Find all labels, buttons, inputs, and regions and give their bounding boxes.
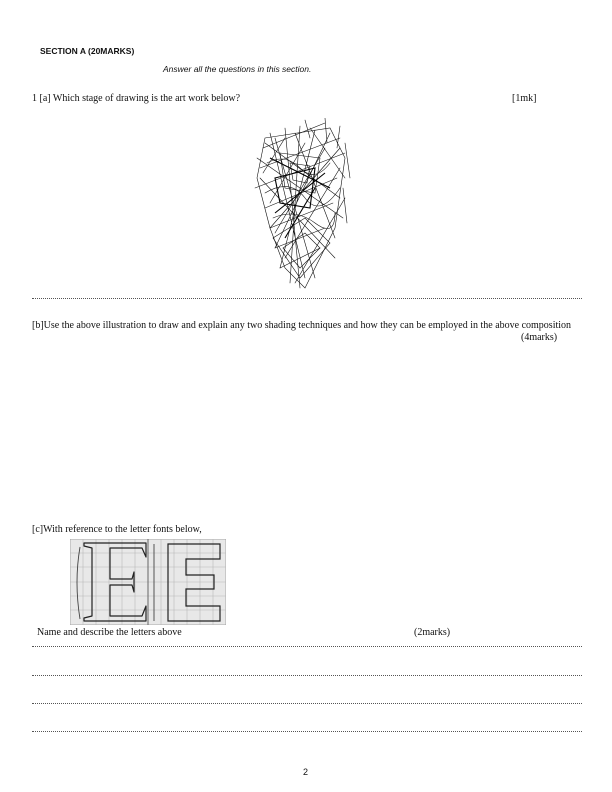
section-title: SECTION A (20MARKS) — [40, 46, 135, 56]
letter-e-fonts-image — [70, 539, 226, 625]
answer-line-1c-3[interactable] — [32, 703, 582, 704]
answer-line-1c-4[interactable] — [32, 731, 582, 732]
question-1b-text: [b]Use the above illustration to draw and explain any two shading techniques and how they can be employed in the above composition — [32, 320, 572, 331]
question-1c-text: [c]With reference to the letter fonts below, — [32, 524, 202, 535]
answer-line-1a[interactable] — [32, 298, 582, 299]
answer-line-1c-2[interactable] — [32, 675, 582, 676]
question-1a-marks: [1mk] — [512, 93, 537, 104]
question-1b-marks: (4marks) — [521, 332, 558, 343]
question-1a-text: 1 [a] Which stage of drawing is the art work below? — [32, 93, 241, 104]
page-number: 2 — [303, 767, 309, 777]
scribble-sketch-image — [245, 118, 355, 290]
question-1c-marks: (2marks) — [414, 627, 451, 638]
section-instruction: Answer all the questions in this section. — [163, 64, 312, 74]
question-1c-prompt: Name and describe the letters above — [37, 627, 182, 638]
answer-line-1c-1[interactable] — [32, 646, 582, 647]
